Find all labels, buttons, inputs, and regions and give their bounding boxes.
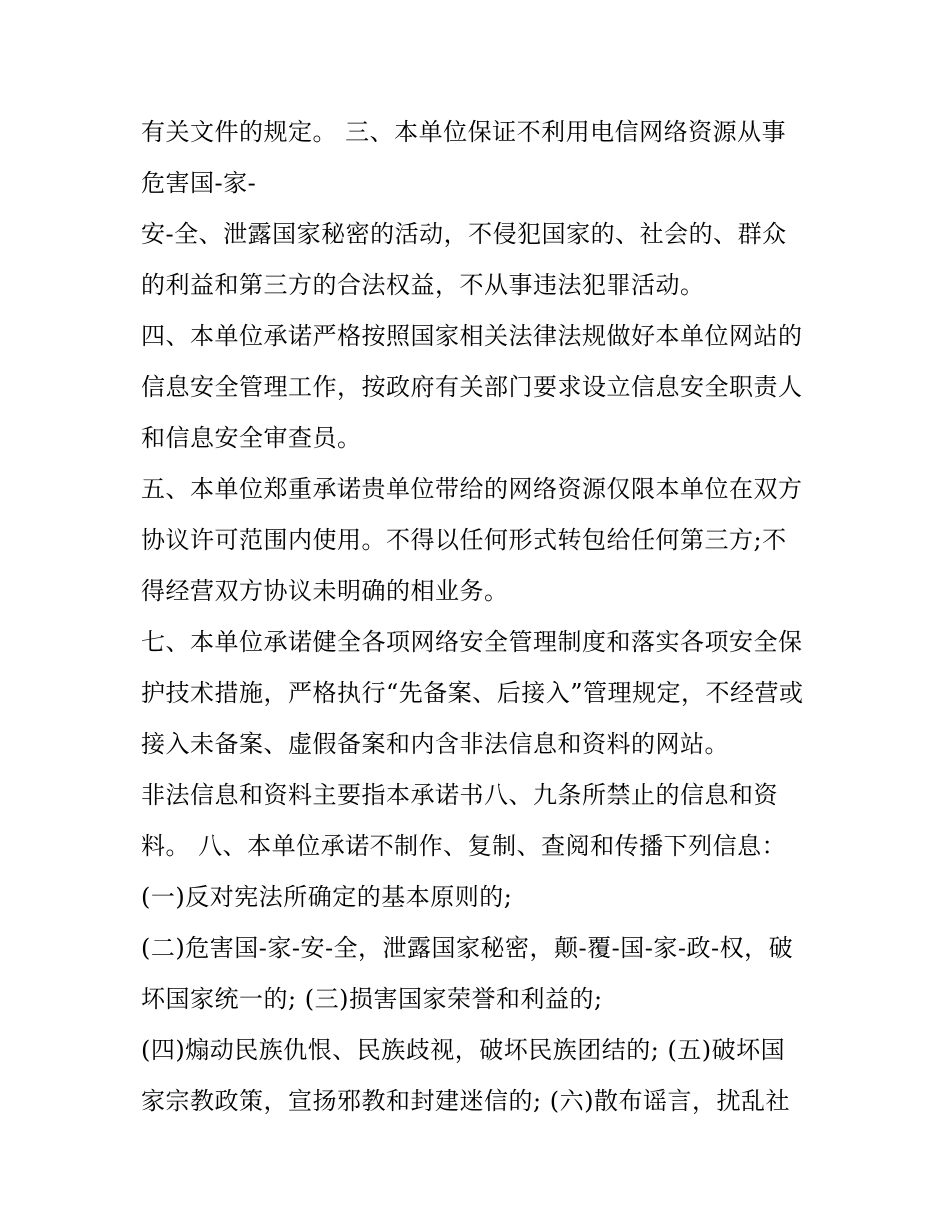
text-line: 五、本单位郑重承诺贵单位带给的网络资源仅限本单位在双方: [141, 475, 803, 503]
text-line: 四、本单位承诺严格按照国家相关法律法规做好本单位网站的: [141, 322, 803, 350]
text-line: 非法信息和资料主要指本承诺书八、九条所禁止的信息和资: [141, 781, 778, 809]
text-line: (四)煽动民族仇恨、民族歧视，破坏民族团结的; (五)破坏国: [141, 1036, 786, 1064]
document-body: [141, 107, 821, 1127]
text-line: 家宗教政策，宣扬邪教和封建迷信的; (六)散布谣言，扰乱社: [141, 1087, 790, 1115]
text-line: 安-全、泄露国家秘密的活动，不侵犯国家的、社会的、群众: [141, 220, 787, 248]
text-line: 七、本单位承诺健全各项网络安全管理制度和落实各项安全保: [141, 628, 803, 656]
text-line: 的利益和第三方的合法权益，不从事违法犯罪活动。: [141, 271, 705, 299]
text-line: 信息安全管理工作，按政府有关部门要求设立信息安全职责人: [141, 373, 803, 401]
text-line: 和信息安全审查员。: [141, 424, 362, 452]
text-line: 危害国-家-: [141, 169, 257, 197]
text-line: 协议许可范围内使用。不得以任何形式转包给任何第三方;不: [141, 526, 787, 554]
text-line: 护技术措施，严格执行“先备案、后接入”管理规定，不经营或: [141, 679, 804, 707]
text-line: 接入未备案、虚假备案和内含非法信息和资料的网站。: [141, 730, 729, 758]
text-line: 料。 八、本单位承诺不制作、复制、查阅和传播下列信息：: [141, 832, 787, 860]
text-line: (二)危害国-家-安-全，泄露国家秘密，颠-覆-国-家-政-权，破: [141, 934, 794, 962]
text-line: (一)反对宪法所确定的基本原则的;: [141, 883, 513, 911]
text-line: 有关文件的规定。 三、本单位保证不利用电信网络资源从事: [141, 118, 787, 146]
text-line: 得经营双方协议未明确的相业务。: [141, 577, 509, 605]
text-line: 坏国家统一的; (三)损害国家荣誉和利益的;: [141, 985, 603, 1013]
